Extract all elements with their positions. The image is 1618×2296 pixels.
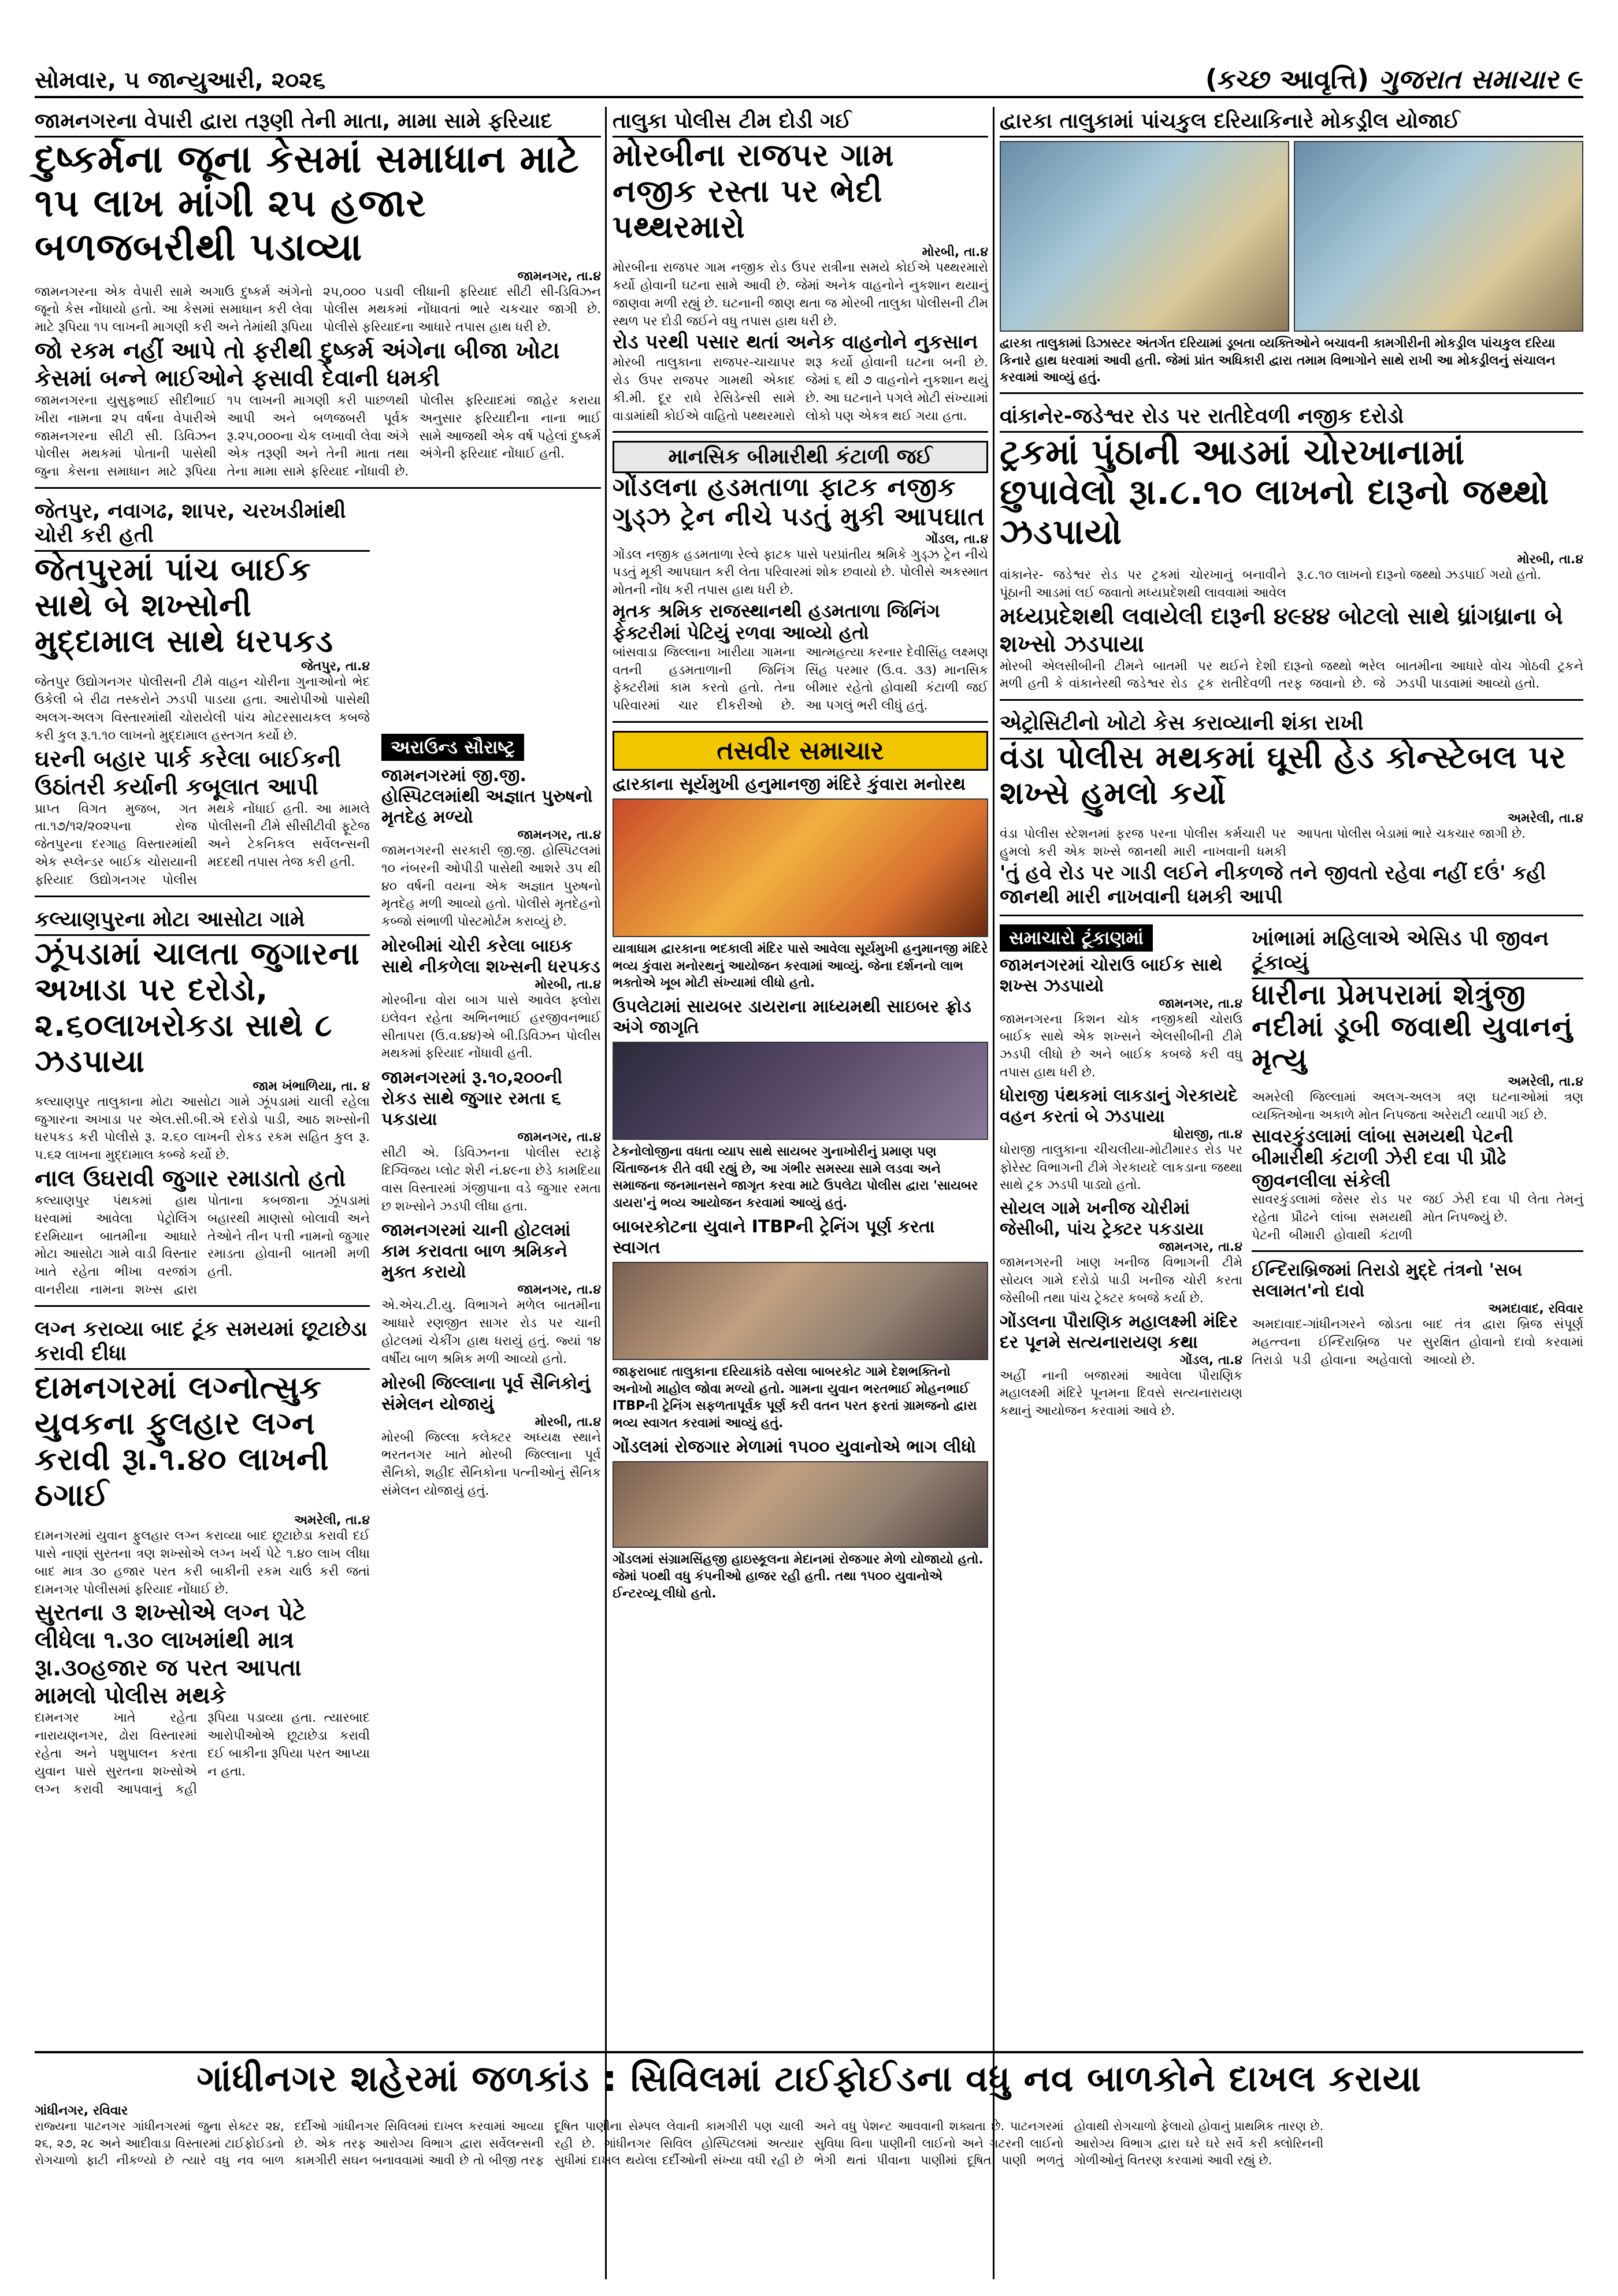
dateline: જામનગર, તા.૪	[517, 828, 601, 842]
column-divider	[993, 107, 994, 2279]
photo-caption: દ્વારકા તાલુકામાં ડિઝાસ્ટર અંતર્ગત દરિયામાં ડૂબતા વ્યક્તિઓને બચાવની કામગીરીની મોકડ્રીલ પાંચકુલ દરિયા કિનારે હાથ ધરવામાં આવી હતી. જેમાં પ્રાંત અધિકારી દ્વારા તમામ વિભાગોને સાથે રાખી આ મોકડ્રીલનું સંચાલન કરવામાં આવ્યું હતું.	[1000, 336, 1556, 385]
brief-title: ગોંડલના પૌરાણિક મહાલક્ષ્મી મંદિર દર પૂનમે સત્યનારાયણ કથા	[1000, 1311, 1238, 1353]
mockdrill-photo-1	[1000, 141, 1289, 332]
brief-title: ધોરાજી પંથકમાં લાકડાનું ગેરકાયદે વહન કરતાં બે ઝડપાયા	[1000, 1085, 1238, 1127]
article-body: કલ્યાણપુર તાલુકાના મોટા આસોટા ગામે ઝૂંપડામાં ચાલી રહેલા જુગારના અખાડા પર એલ.સી.બી.એ દરોડો પાડી, આઠ શખ્સોની ધરપકડ કરી પોલીસે રૂ. ૨.૬૦ લાખની રોકડ રકમ સહિત કુલ રૂ. ૫.૬૨ લાખના મુદ્દામાલ કબ્જે કર્યો છે.	[35, 1094, 370, 1163]
headline: ગાંધીનગર શહેરમાં જળકાંડ : સિવિલમાં ટાઈફોઈડના વધુ નવ બાળકોને દાખલ કરાયા	[196, 2057, 1422, 2100]
dateline: જેતપુર, તા.૪	[300, 659, 370, 674]
dateline: અમદાવાદ, રવિવાર	[1488, 1302, 1583, 1317]
section-badge: અરાઉન્ડ સૌરાષ્ટ્ર	[381, 734, 524, 761]
article-indira-bridge	[1252, 1260, 1583, 1369]
article-body: વંડા પોલીસ સ્ટેશનમાં ફરજ પરના પોલીસ કર્મચારી પર હુમલો કરી એક શખ્સે જાનથી મારી નાખવાની ધમકી આપતા પોલીસ બેડામાં ભારે ચકચાર જાગી છે.	[1000, 827, 1526, 860]
dateline: જામનગર, તા.૪	[1159, 996, 1242, 1011]
photo-caption: ગોંડલમાં સંગ્રામસિંહજી હાઇસ્કૂલના મેદાનમાં રોજગાર મેળો યોજાયો હતો. જેમાં ૫૦થી વધુ કંપનીઓ હાજર રહી હતી. તથા ૧૫૦૦ યુવાનોએ ઈન્ટરવ્યૂ લીધો હતો.	[613, 1552, 984, 1601]
dateline: ગોંડલ, તા.૪	[1179, 1353, 1242, 1368]
middle-column	[613, 107, 988, 1603]
article-body: કલ્યાણપુર પંથકમાં હાથ ધરવામાં આવેલા પેટ્રોલિંગ દરમિયાન બાતમીના આધારે મોટા આસોટા ગામે વાડી વિસ્તાર ખાતે રહેતા ભીખા વરજાંગ વાનરીયા નામના શખ્સ દ્વારા પોતાના કબજાના ઝૂંપડામાં બહારથી માણસો બોલાવી અને તેઓને તીન પત્તી નામનો જુગાર રમાડતા હોવાની બાતમી મળી હતી.	[35, 1194, 370, 1298]
dateline: જામનગર, તા.૪	[1159, 1240, 1242, 1255]
dateline: અમરેલી, તા.૪	[294, 1513, 370, 1528]
article-damnagar-fraud	[35, 1315, 370, 1805]
article-body: પ્રાપ્ત વિગત મુજબ, ગત તા.૧૭/૧૨/૨૦૨૫ના રોજ જેતપુરના દરગાહ વિસ્તારમાંથી એક સ્પ્લેન્ડર બાઈક ચોરાયાની ફરિયાદ ઉદ્યોગનગર પોલીસ મથકે નોંધાઈ હતી. આ મામલે પોલીસની ટીમે સીસીટીવી ફૂટેજ અને ટેકનિકલ સર્વેલન્સની મદદથી તપાસ તેજ કરી હતી.	[35, 801, 370, 887]
headline: ધારીના પ્રેમપરામાં શેત્રુંજી નદીમાં ડૂબી જવાથી યુવાનનું મૃત્યુ	[1252, 978, 1573, 1075]
kicker: ખાંભામાં મહિલાએ એસિડ પી જીવન ટૂંકાવ્યું	[1252, 924, 1583, 979]
dateline: મોરબી, તા.૪	[922, 245, 988, 260]
article-kalyanpur-gambling	[35, 905, 370, 1307]
article-body: રાજ્યના પાટનગર ગાંધીનગરમાં જુના સેક્ટર ૨૪, ૨૬, ૨૭, ૨૮ અને આદીવાડા વિસ્તારમાં ટાઈફોઈડનો રોગચાળો ફાટી નીકળ્યો છે ત્યારે વધુ નવ બાળ દર્દીઓ ગાંધીનગર સિવિલમાં દાખલ કરવામાં આવ્યા છે. એક તરફ આરોગ્ય વિભાગ દ્વારા સર્વેલન્સની કામગીરી સઘન બનાવવામાં આવી છે તો બીજી તરફ દૂષિત પાણીના સેમ્પલ લેવાની કામગીરી પણ ચાલી રહી છે. ગાંધીનગર સિવિલ હોસ્પિટલમાં અત્યાર સુધીમાં દાખલ થયેલા દર્દીઓની સંખ્યા વધી રહી છે અને વધુ પેશન્ટ આવવાની શક્યતા છે. પાટનગરમાં સુવિધા વિના પાણીની લાઈનો અને ગટરની લાઈનો ભેગી થતાં પીવાના પાણીમાં દૂષિત પાણી ભળતું હોવાથી રોગચાળો ફેલાયો હોવાનું પ્રાથમિક તારણ છે. આરોગ્ય વિભાગ દ્વારા ઘરે ઘરે સર્વે કરી ક્લોરિનની ગોળીઓનું વિતરણ કરવામાં આવી રહ્યું છે.	[35, 2119, 1324, 2168]
photo-title: બાબરકોટના યુવાને ITBPની ટ્રેનિંગ પૂર્ણ કરતા સ્વાગત	[613, 1216, 935, 1258]
subheadline: ઘરની બહાર પાર્ક કરેલા બાઈકની ઉઠાંતરી કર્યાની કબૂલાત આપી	[35, 745, 342, 800]
brief-title: જામનગરમાં ચોરાઉ બાઈક સાથે શખ્સ ઝડપાયો	[1000, 954, 1223, 996]
article-body: અમદાવાદ-ગાંધીનગરને જોડતા મહત્ત્વના ઈન્દિરાબ્રિજ પર તિરાડો પડી હોવાના અહેવાલો બાદ તંત્ર દ્વારા બ્રિજ સંપૂર્ણ સુરક્ષિત હોવાનો દાવો કરવામાં આવ્યો છે.	[1252, 1317, 1583, 1368]
headline: દામનગરમાં લગ્નોત્સુક યુવકના ફુલહાર લગ્ન કરાવી રૂા.૧.૪૦ લાખની ઠગાઈ	[35, 1369, 329, 1514]
dateline: મોરબી, તા.૪	[1517, 552, 1583, 567]
brief-body: ધોરાજી તાલુકાના ચીચલીયા-મોટીમારડ રોડ પર ફોરેસ્ટ વિભાગની ટીમે ગેરકાયદે લાકડાના જથ્થા સાથે ટ્રક ઝડપી પાડ્યો હતો.	[1000, 1142, 1242, 1193]
photo-caption: યાત્રાધામ દ્વારકાના ભદકાલી મંદિર પાસે આવેલા સૂર્યમુખી હનુમાનજી મંદિરે ભવ્ય કુંવારા મનોરથનું આયોજન કરવામાં આવ્યું. જેના દર્શનનો લાભ ભક્તોએ ખૂબ મોટી સંખ્યામાં લીધો હતો.	[613, 942, 988, 991]
photo-dwarka-mockdrill	[1000, 107, 1583, 394]
brief-body: જામનગરની સરકારી જી.જી. હોસ્પિટલમાં ૧૦ નંબરની ઓપીડી પાસેથી આશરે ૩૫ થી ૪૦ વર્ષની વયના એક અજ્ઞાત પુરુષનો મૃતદેહ મળી આવ્યો હતો. પોલીસે મૃતદેહનો કબ્જો સંભાળી પોસ્ટમોર્ટમ કરાવ્યું છે.	[381, 844, 601, 930]
paper-logo: ગુજરાત સમાચાર	[1378, 64, 1558, 95]
dateline: જામનગર, તા.૪	[517, 269, 601, 284]
brief-title: મોરબી જિલ્લાના પૂર્વ સૈનિકોનું સંમેલન યોજાયું	[381, 1373, 591, 1414]
issue-date: સોમવાર, ૫ જાન્યુઆરી, ૨૦૨૬	[35, 67, 326, 94]
dateline: ગોંડલ, તા.૪	[925, 532, 988, 547]
article-vanda-police-attack	[1000, 709, 1583, 916]
mockdrill-photos	[1000, 141, 1583, 332]
photo-title: ગોંડલમાં રોજગાર મેળામાં ૧૫૦૦ યુવાનોએ ભાગ લીધો	[613, 1436, 977, 1457]
brief-body: જામનગરની ખાણ ખનીજ વિભાગની ટીમે સોયલ ગામે દરોડો પાડી ખનીજ ચોરી કરતા જેસીબી તથા પાંચ ટ્રેક્ટર કબજે કર્યા છે.	[1000, 1255, 1242, 1306]
article-wankaner-liquor	[1000, 402, 1583, 701]
headline: મોરબીના રાજપર ગામ નજીક રસ્તા પર ભેદી પથ્થરમારો	[613, 137, 895, 246]
brief-title: મોરબીમાં ચોરી કરેલા બાઇક સાથે નીકળેલા શખ્સની ધરપકડ	[381, 935, 600, 977]
cyber-event-photo	[613, 1042, 988, 1140]
article-body: ગોંડલ નજીક હડમતાળા રેલ્વે ફાટક પાસે પરપ્રાંતીય શ્રમિકે ગુડ્ઝ ટ્રેન નીચે પડતું મૂકી આપઘાત કરી લેતા પરિવારમાં શોક છવાયો છે. પોલીસે અકસ્માત મોતની નોંધ કરી તપાસ હાથ ધરી છે.	[613, 547, 988, 598]
kicker: માનસિક બીમારીથી કંટાળી જઈ	[613, 441, 988, 473]
dateline: મોરબી, તા.૪	[535, 977, 601, 992]
brief-body: મોરબી જિલ્લા કલેક્ટર અધ્યક્ષ સ્થાને ભરતનગર ખાતે મોરબી જિલ્લાના પૂર્વ સૈનિકો, શહીદ સૈનિકોના પત્નીઓનું સૈનિક સંમેલન યોજાયું હતું.	[381, 1430, 601, 1498]
section-badge: સમાચારો ટૂંકાણમાં	[1000, 924, 1153, 952]
mockdrill-photo-2	[1294, 141, 1583, 332]
kicker: લગ્ન કરાવ્યા બાદ ટૂંક સમયમાં છૂટાછેડા કરાવી દીધા	[35, 1315, 370, 1370]
dateline: અમરેલી, તા.૪	[1507, 1075, 1583, 1090]
article-body: વાંકાનેર- જડેશ્વર રોડ પર ટ્રકમાં ચોરખાનું બનાવીને પૂંઠાની આડમાં લઈ જવાતો મધ્યપ્રદેશથી લાવવામાં આવેલ રૂ.૮.૧૦ લાખનો દારૂનો જથ્થો ઝડપાઈ ગયો હતો.	[1000, 568, 1542, 600]
subheadline: સાવરકુંડલામાં લાંબા સમયથી પેટની બીમારીથી કંટાળી ઝેરી દવા પી પ્રૌઢે જીવનલીલા સંકેલી	[1252, 1124, 1513, 1191]
dateline: ગાંધીનગર, રવિવાર	[35, 2104, 128, 2119]
brief-title: જામનગરમાં ચાની હોટલમાં કામ કરાવતા બાળ શ્રમિકને મુક્ત કરાયો	[381, 1220, 571, 1283]
right-lower-area	[1000, 924, 1583, 1421]
article-jetpur-bike-theft	[35, 497, 370, 897]
article-morbi-stone-pelting	[613, 107, 988, 433]
photo-title: ઉપલેટામાં સાયબર ડાયરાના માધ્યમથી સાઇબર ફ્રોડ અંગે જાગૃતિ	[613, 997, 971, 1038]
briefs-column	[1000, 924, 1242, 1421]
masthead	[1205, 64, 1583, 96]
article-body: દામનગરમાં યુવાન ફુલહાર લગ્ન કરાવ્યા બાદ છૂટાછેડા કરાવી દઈ પાસે નાણાં સુરતના ત્રણ શખ્સોએ લગ્ન ખર્ચ પેટે ૧.૪૦ લાખ લીધા બાદ માત્ર ૩૦ હજાર પરત કરી બાકીની રકમ ચાઉં કરી જતાં દામનગર પોલીસમાં ફરિયાદ નોંધાઈ છે.	[35, 1529, 370, 1597]
article-body: જામનગરના યુસુફભાઈ સીદીભાઈ ખીરા નામના ૨૫ વર્ષના વેપારીએ જામનગરના સીટી સી. ડિવિઝન પોલીસ મથકમાં પોતાની પાસેથી જુના કેસના સમાધાન માટે રૂપિયા ૧૫ લાખની માગણી કરી પાછળથી આપી અને બળજબરી પૂર્વક રૂ.૨૫,૦૦૦ના ચેક લખાવી લેવા અંગે એક તરૂણી અને તેની માતા તથા તેના મામા સામે ફરિયાદ નોંધાવી છે. પોલીસ ફરિયાદમાં જાહેર કરાયા અનુસાર ફરિયાદીના નાના ભાઈ સામે આજથી એક વર્ષ પહેલાં દુષ્કર્મ અંગેની ફરિયાદ નોંધાઈ હતી.	[35, 393, 601, 480]
kicker: વાંકાનેર-જડેશ્વર રોડ પર રાતીદેવળી નજીક દરોડો	[1000, 402, 1583, 433]
article-body: જામનગરના એક વેપારી સામે અગાઉ દુષ્કર્મ અંગેનો જૂનો કેસ નોંધાયો હતો. આ કેસમાં સમાધાન કરી લેવા માટે રૂપિયા ૧૫ લાખની માગણી કરી અને તેમાંથી રૂપિયા ૨૫,૦૦૦ પડાવી લીધાની ફરિયાદ સીટી સી-ડિવિઝન પોલીસ મથકમાં નોંધાવતાં ભારે ચકચાર જાગી છે. પોલીસે ફરિયાદના આધારે તપાસ હાથ ધરી છે.	[35, 284, 601, 335]
kicker: દ્વારકા તાલુકામાં પાંચકુલ દરિયાકિનારે મોકડ્રીલ યોજાઈ	[1000, 107, 1583, 138]
brief-body: જામનગરના કિશન ચોક નજીકથી ચોરાઉ બાઈક સાથે એક શખ્સને એલસીબીની ટીમે ઝડપી લીધો છે અને બાઈક કબજે કરી વધુ તપાસ હાથ ધરી છે.	[1000, 1012, 1242, 1080]
photo-caption: ટેકનોલોજીના વધતા વ્યાપ સાથે સાયબર ગુનાખોરીનું પ્રમાણ પણ ચિંતાજનક રીતે વધી રહ્યું છે, આ ગંભીર સમસ્યા સામે લડવા અને સમાજના જનમાનસને જાગૃત કરવા માટે ઉપલેટા પોલીસ દ્વારા 'સાયબર ડાયરા'નું ભવ્ય આયોજન કરવામાં આવ્યું હતું.	[613, 1145, 978, 1211]
headline: ઝૂંપડામાં ચાલતા જુગારના અખાડા પર દરોડો, ૨.૬૦લાખરોકડા સાથે ૮ ઝડપાયા	[35, 935, 360, 1079]
headline: ટ્રકમાં પુંઠાની આડમાં ચોરખાનામાં છુપાવેલો રૂા.૮.૧૦ લાખનો દારૂનો જથ્થો ઝડપાયો	[1000, 432, 1550, 553]
page-number: ૯	[1567, 64, 1583, 95]
article-body: બાંસવાડા જિલ્લાના ખારીયા ગામના વતની હડમતાળાની જિનિંગ ફેક્ટરીમાં કામ કરતો હતો. તેના પરિવારમાં ચાર દીકરીઓ છે. આત્મહત્યા કરનાર દેવીસિંહ લક્ષ્મણ સિંહ પરમાર (ઉ.વ. ૩૩) માનસિક બીમાર રહેતો હોવાથી કંટાળી જઈ આ પગલું ભરી લીધું હતું.	[613, 645, 988, 714]
subheadline: સુરતના ૩ શખ્સોએ લગ્ન પેટે લીધેલા ૧.૩૦ લાખમાંથી માત્ર રૂા.૩૦હજાર જ પરત આપતા મામલો પોલીસ મથકે	[35, 1599, 306, 1710]
page-header	[35, 64, 1583, 98]
kicker: જેતપુર, નવાગઢ, શાપર, ચરખડીમાંથી ચોરી કરી હતી	[35, 497, 370, 552]
column-divider	[605, 107, 607, 2279]
subheadline: જો રકમ નહીં આપે તો ફરીથી દુષ્કર્મ અંગેના બીજા ખોટા કેસમાં બન્ને ભાઈઓને ફસાવી દેવાની ધમકી	[35, 337, 560, 392]
edition-label: (કચ્છ આવૃત્તિ)	[1205, 64, 1370, 95]
kicker: એટ્રોસિટીનો ખોટો કેસ કરાવ્યાની શંકા રાખી	[1000, 709, 1583, 740]
subheadline: રોડ પરથી પસાર થતાં અનેક વાહનોને નુકસાન	[613, 330, 978, 354]
dateline: મોરબી, તા.૪	[535, 1414, 601, 1429]
dateline: ધોરાજી, તા.૪	[1173, 1127, 1242, 1142]
dateline: અમરેલી, તા.૪	[1507, 811, 1583, 826]
kicker: તાલુકા પોલીસ ટીમ દોડી ગઈ	[613, 107, 988, 138]
subheadline: 'તું હવે રોડ પર ગાડી લઈને નીકળજે તને જીવતો રહેવા નહીં દઉં' કહી જાનથી મારી નાખવાની ધમકી આપી	[1000, 861, 1546, 908]
brief-body: એ.એચ.ટી.યુ. વિભાગને મળેલ બાતમીના આધારે રણજીત સાગર રોડ પર ચાની હોટલમાં ચેકીંગ હાથ ધરાયું હતું. જ્યાં ૧૪ વર્ષીય બાળ શ્રમિક મળી આવ્યો હતો.	[381, 1298, 601, 1366]
article-gondal-suicide	[613, 441, 988, 723]
brief-body: મોરબીના વોરા બાગ પાસે આવેલ ફ્લોરા ઇલેવન રહેતા અભિનભાઈ હરજીવનભાઈ સીતાપરા (ઉ.વ.૪૪)એ બી.ડિવિઝન પોલીસ મથકમાં ફરિયાદ નોંધાવી હતી.	[381, 993, 601, 1061]
headline: ઈન્દિરાબ્રિજમાં તિરાડો મુદ્દે તંત્રનો 'સબ સલામત'નો દાવો	[1252, 1260, 1523, 1302]
article-body: સાવરકુંડલામાં જેસર રોડ પર રહેતા પ્રૌઢને લાંબા સમયથી પેટની બીમારી હોવાથી કંટાળી જઈ ઝેરી દવા પી લેતા તેમનું મોત નિપજ્યું છે.	[1252, 1192, 1583, 1243]
article-body: મોરબી એલસીબીની ટીમને બાતમી મળી હતી કે વાંકાનેરથી જડેશ્વર રોડ પર થઈને દેશી દારૂનો જથ્થો ભરેલ ટ્રક રાતીદેવળી તરફ જવાનો છે. જે બાતમીના આધારે વોચ ગોઠવી ટ્રકને ઝડપી પાડવામાં આવ્યો હતો.	[1000, 659, 1583, 692]
article-body: મોરબી તાલુકાના રાજપર-ચાચાપર રોડ ઉપર રાજપર ગામથી એકાદ કી.મી. દૂર રાધે રેસિડેન્સી સામે વાડામાંથી કોઈએ વાહિતો પથ્થરમારો શરૂ કર્યો હોવાની ઘટના બની છે. જેમાં ૬ થી ૭ વાહનોને નુકશાન થયું છે. આ ઘટનાને પગલે મોટી સંખ્યામાં લોકો પણ એકત્ર થઈ ગયા હતા.	[613, 355, 988, 423]
kicker: જામનગરના વેપારી દ્વારા તરૂણી તેની માતા, મામા સામે ફરિયાદ	[35, 107, 601, 138]
brief-title: સોયલ ગામે ખનીજ ચોરીમાં જેસીબી, પાંચ ટ્રેક્ટર પકડાયા	[1000, 1198, 1204, 1240]
photo-caption: જાફરાબાદ તાલુકાના દરિયાકાંઠે વસેલા બાબરકોટ ગામે દેશભક્તિનો અનોખો માહોલ જોવા મળ્યો હતો. ગામના યુવાન ભરતભાઈ મોહનભાઈ ITBPની ટ્રેનિંગ સફળતાપૂર્વક પૂર્ણ કરી વતન પરત ફરતાં ગ્રામજનો દ્વારા ભવ્ય સ્વાગત કરવામાં આવ્યું હતું.	[613, 1364, 977, 1431]
article-body: અમરેલી જિલ્લામાં અલગ-અલગ ત્રણ ઘટનાઓમાં ત્રણ વ્યક્તિઓના અકાળે મોત નિપજતા અરેરાટી વ્યાપી ગઈ છે.	[1252, 1090, 1583, 1123]
subheadline: મૃતક શ્રમિક રાજસ્થાનથી હડમતાળા જિનિંગ ફેક્ટરીમાં પેટિયું રળવા આવ્યો હતો	[613, 600, 940, 644]
headline: દુષ્કર્મના જૂના કેસમાં સમાધાન માટે ૧૫ લાખ માંગી ૨૫ હજાર બળજબરીથી પડાવ્યા	[35, 137, 580, 269]
section-band: તસવીર સમાચાર	[613, 731, 988, 771]
job-fair-photo	[613, 1461, 988, 1548]
headline: વંડા પોલીસ મથકમાં ઘૂસી હેડ કોન્સ્ટેબલ પર શખ્સે હુમલો કર્યો	[1000, 739, 1567, 812]
article-jamnagar-extortion	[35, 107, 601, 489]
subheadline: નાલ ઉઘરાવી જુગાર રમાડાતો હતો	[35, 1165, 346, 1192]
dateline: જામનગર, તા.૪	[517, 1130, 601, 1145]
subheadline: મધ્યપ્રદેશથી લવાયેલી દારૂની ૪૯૪૪ બોટલો સાથે ધ્રાંગધ્રાના બે શખ્સો ઝડપાયા	[1000, 603, 1563, 657]
brief-title: જામનગરમાં જી.જી. હોસ્પિટલમાંથી અજ્ઞાત પુરુષનો મૃતદેહ મળ્યો	[381, 766, 593, 827]
dhari-articles	[1252, 924, 1583, 1421]
brief-body: સીટી એ. ડિવિઝનના પોલીસ સ્ટાફે દિગ્વિજય પ્લોટ શેરી નં.૪૯ના છેડે કામદિયા વાસ વિસ્તારમાં ગંજીપાના વડે જુગાર રમતા છ શખ્સોને ઝડપી લીધા હતા.	[381, 1146, 601, 1214]
dateline: જામનગર, તા.૪	[517, 1283, 601, 1298]
brief-title: જામનગરમાં રૂ.૧૦,૨૦૦ની રોકડ સાથે જુગાર રમતા ૬ પકડાયા	[381, 1068, 563, 1130]
article-body: દામનગર ખાતે રહેતા નારાયણનગર, ઢોરા વિસ્તારમાં રહેતા અને પશુપાલન કરતા યુવાન પાસે સુરતના શખ્સોએ લગ્ન કરાવી આપવાનું કહી રૂપિયા પડાવ્યા હતા. ત્યારબાદ આરોપીઓએ છૂટાછેડા કરાવી દઈ બાકીના રૂપિયા પરત આપ્યા ન હતા.	[35, 1711, 370, 1797]
right-column	[1000, 107, 1583, 1421]
around-saurashtra-column	[381, 734, 601, 1500]
brief-body: અહીં નાની બજારમાં આવેલા પૌરાણિક મહાલક્ષ્મી મંદિરે પૂનમના દિવસે સત્યનારાયણ કથાનું આયોજન કરવામાં આવે છે.	[1000, 1368, 1242, 1419]
photo-title: દ્વારકાના સૂર્યમુખી હનુમાનજી મંદિરે કુંવારા મનોરથ	[613, 774, 966, 794]
dateline: જામ ખંભાળિયા, તા. ૪	[253, 1079, 370, 1094]
headline: ગોંડલના હડમતાળા ફાટક નજીક ગુડ્ઝ ટ્રેન નીચે પડતું મુકી આપઘાત	[613, 473, 985, 532]
headline: જેતપુરમાં પાંચ બાઈક સાથે બે શખ્સોની મુદ્દામાલ સાથે ધરપકડ	[35, 551, 334, 660]
article-dhari-drowning	[1252, 924, 1583, 1253]
kicker: કલ્યાણપુરના મોટા આસોટા ગામે	[35, 905, 370, 936]
itbp-welcome-photo	[613, 1262, 988, 1360]
article-body: જેતપુર ઉદ્યોગનગર પોલીસની ટીમે વાહન ચોરીના ગુનાઓનો ભેદ ઉકેલી બે રીઢા તસ્કરોને ઝડપી પાડયા હતા. આરોપીઓ પાસેથી અલગ-અલગ વિસ્તારમાંથી ચોરાયેલી પાંચ મોટરસાયકલ કબજે કરી કુલ રૂ.૧.૧૦ લાખનો મુદ્દામાલ હસ્તગત કર્યો છે.	[35, 675, 370, 743]
photo-news-section	[613, 731, 988, 1603]
article-gandhinagar-typhoid	[35, 2051, 1583, 2169]
temple-photo	[613, 798, 988, 937]
article-body: મોરબીના રાજપર ગામ નજીક રોડ ઉપર રાત્રીના સમયે કોઈએ પથ્થરમારો કર્યો હોવાની ઘટના સામે આવી છે. જેમાં અનેક વાહનોને નુકશાન થયાનું જાણવા મળી રહ્યું છે. ઘટનાની જાણ થતા જ મોરબી તાલુકા પોલીસની ટીમ સ્થળ પર દોડી જઈને વધુ તપાસ હાથ ધરી છે.	[613, 261, 988, 329]
